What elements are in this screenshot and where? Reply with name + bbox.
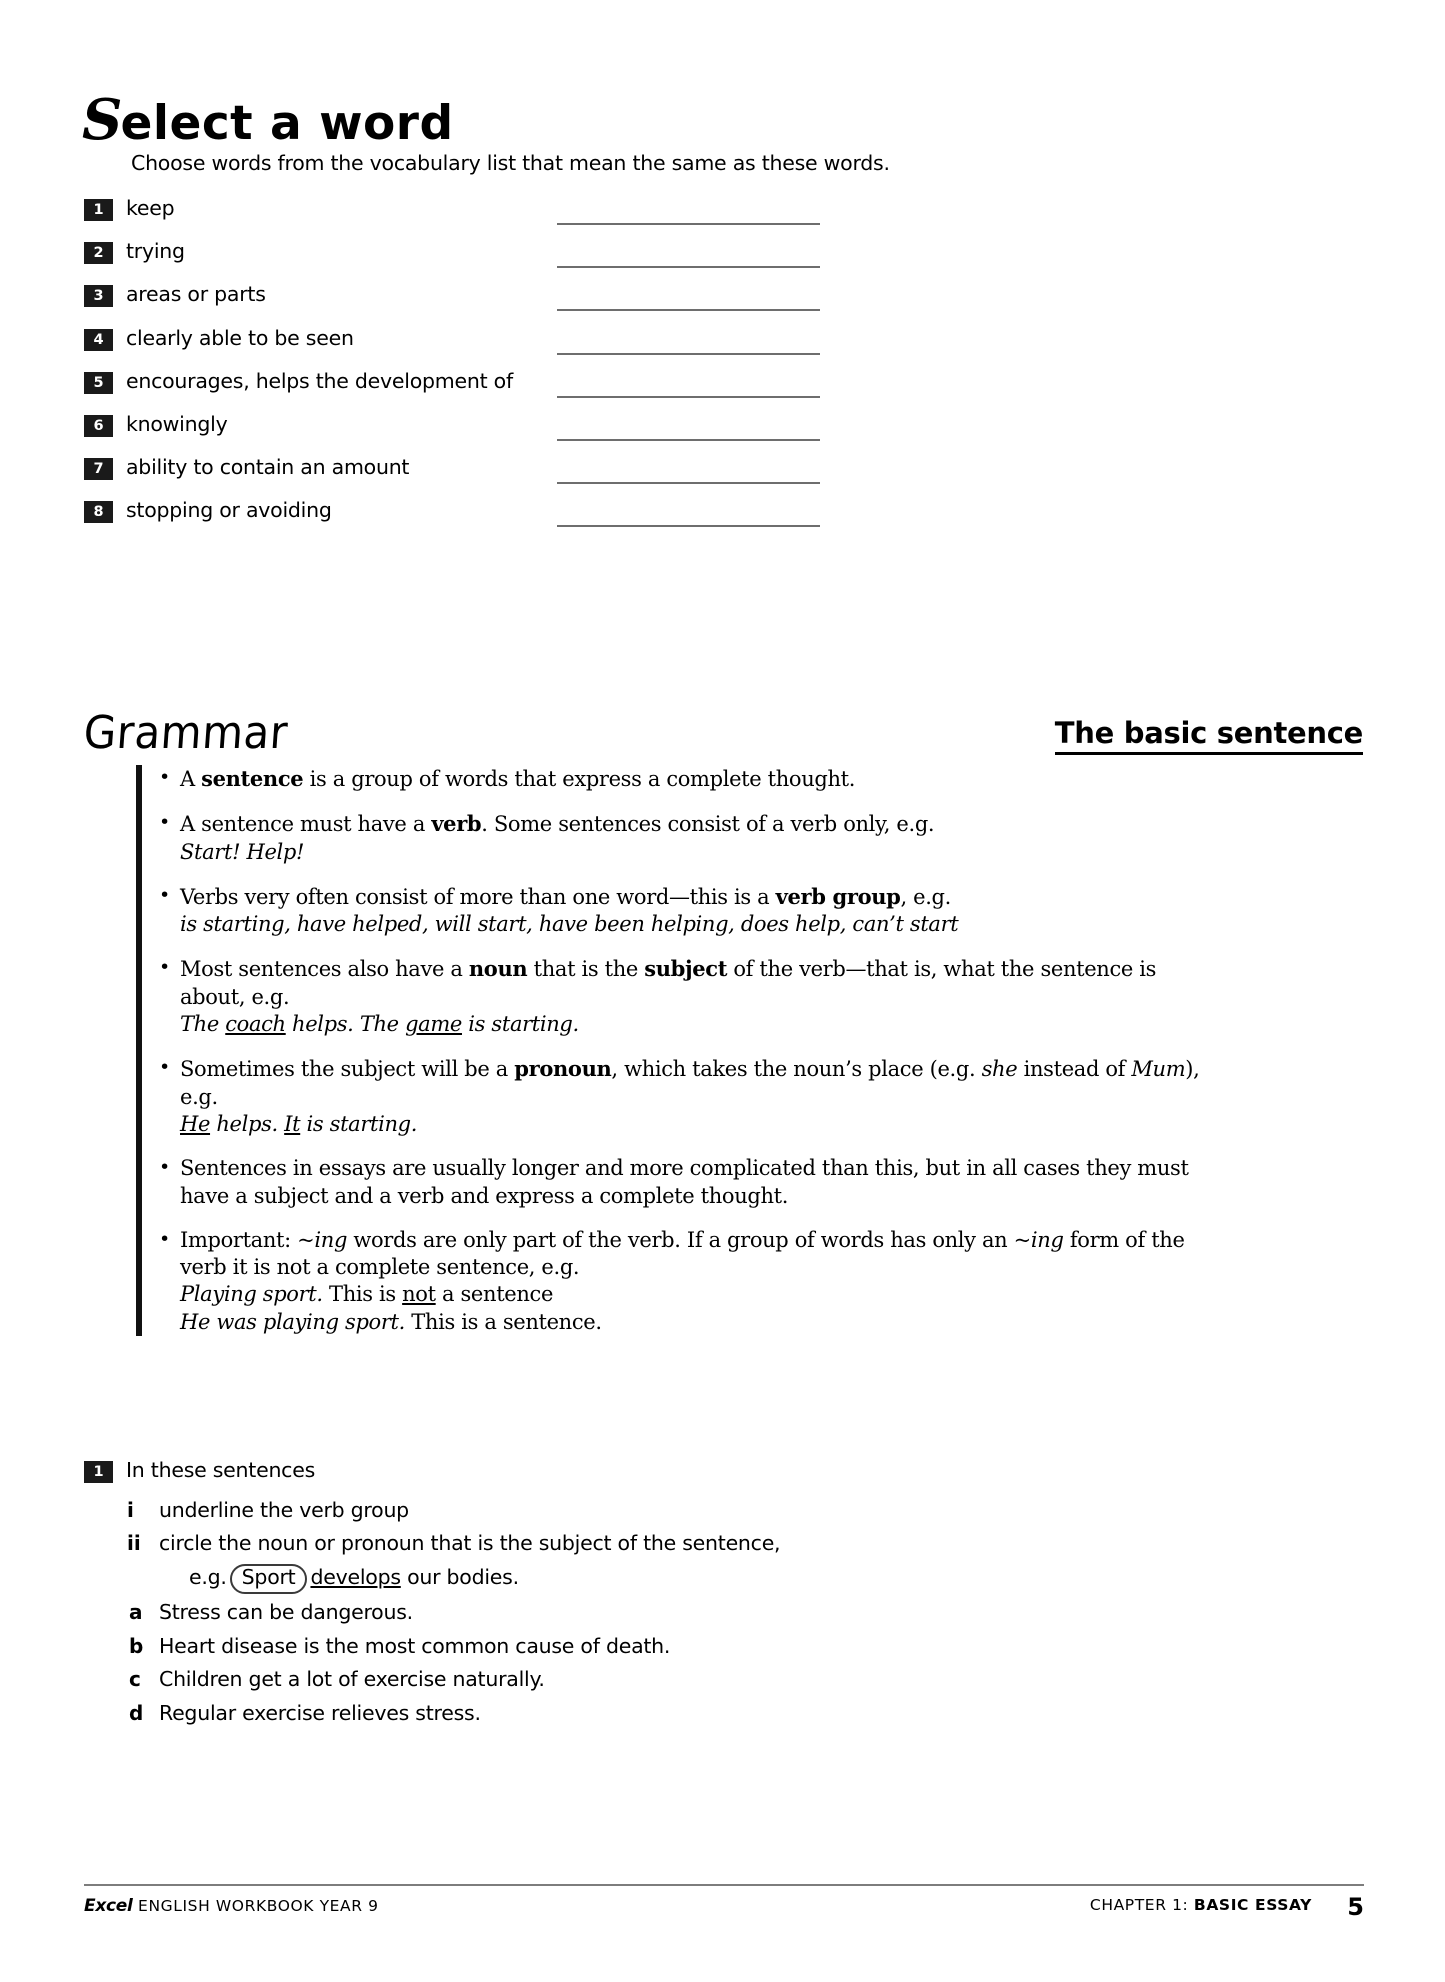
bullet-icon: • [159,811,170,834]
vocabulary-item [84,326,1364,369]
rule-ing-words: • Important: ~ing words are only part of the verb. If a group of words has only an ~ing form of the verb it is not a complete sentence, e.g. Playing sport. This is not a sentence He was playing sport. This is a sentence. [159,1227,1185,1334]
vocabulary-item [84,369,1364,412]
vocabulary-item [84,239,1364,282]
rule-sentence-definition: • A sentence is a group of words that express a complete thought. [159,766,856,791]
item-label: clearly able to be seen [126,325,354,350]
substep-text: underline the verb group [159,1498,409,1522]
item-label: areas or parts [126,282,266,307]
brand-name: Excel [84,1896,133,1916]
vocabulary-item [84,498,1364,541]
rule-noun-subject: • Most sentences also have a noun that is the subject of the verb—that is, what the sentence is about, e.g. The coach helps. The game is starting. [159,956,1157,1037]
chapter-label: CHAPTER 1: [1089,1896,1189,1914]
item-number-badge: 4 [84,329,113,351]
item-number-badge: 6 [84,415,113,437]
answer-blank[interactable] [557,353,820,355]
title-rest: elect a word [120,96,454,151]
page-title [82,87,454,153]
answer-blank[interactable] [557,396,820,398]
bullet-icon: • [159,883,170,906]
answer-blank[interactable] [557,309,820,311]
vocabulary-item [84,412,1364,455]
item-number-badge: 8 [84,501,113,523]
footer-right [1090,1896,1312,1914]
sentence-letter: b [129,1633,144,1658]
sentence-text: Stress can be dangerous. [159,1600,413,1624]
underlined-word[interactable]: develops [310,1565,401,1589]
example-prefix: e.g. [189,1565,227,1589]
sentence-text: Regular exercise relieves stress. [159,1700,481,1725]
grammar-heading: Grammar [82,706,290,759]
rule-pronoun: • Sometimes the subject will be a pronoun, which takes the noun’s place (e.g. she instead of Mum), e.g. He helps. It is starting. [159,1056,1200,1136]
item-label: trying [126,239,185,264]
footer-divider [84,1884,1364,1886]
answer-blank[interactable] [557,223,820,225]
bullet-icon: • [159,1156,170,1179]
answer-blank[interactable] [557,525,820,527]
item-label: stopping or avoiding [126,498,332,523]
vocabulary-list [84,196,1364,542]
instruction-text: Choose words from the vocabulary list that mean the same as these words. [131,151,890,175]
rule-must-have-verb: • A sentence must have a verb. Some sentences consist of a verb only, e.g. Start! Help! [159,811,935,864]
substep-marker: ii [127,1531,141,1555]
answer-blank[interactable] [557,482,820,484]
bullet-icon: • [159,956,170,979]
item-number-badge: 1 [84,199,113,221]
series-name: ENGLISH WORKBOOK YEAR 9 [138,1897,379,1915]
rule-verb-group: • Verbs very often consist of more than one word—this is a verb group, e.g. is starting, have helped, will start, have been helping, does help, can’t start [159,883,959,937]
item-label: ability to contain an amount [126,455,410,480]
rule-essay-sentences: • Sentences in essays are usually longer and more complicated than this, but in all cases they must have a subject and a verb and express a complete thought. [159,1156,1189,1208]
item-label: encourages, helps the development of [126,368,513,393]
vocabulary-item [84,282,1364,325]
exercise-prompt: In these sentences [126,1458,315,1482]
item-number-badge: 3 [84,285,113,307]
exercise-number-badge: 1 [84,1461,113,1483]
grammar-subheading: The basic sentence [1055,716,1363,755]
exercise-sentence[interactable] [84,1600,1364,1634]
vocabulary-item [84,196,1364,239]
item-number-badge: 2 [84,242,113,264]
vocabulary-item [84,455,1364,498]
exercise-header [84,1458,1364,1498]
sentence-letter: a [129,1600,143,1624]
exercise-substeps [84,1498,1364,1564]
item-label: keep [126,196,175,220]
exercise-sentence[interactable] [84,1634,1364,1668]
bullet-icon: • [159,766,170,788]
grammar-rules-list [136,765,1222,1336]
exercise-sentence[interactable] [84,1667,1364,1701]
bullet-icon: • [159,1227,170,1250]
exercise-substep [84,1498,1364,1531]
item-label: knowingly [126,411,228,436]
example-suffix: our bodies. [407,1565,519,1589]
exercise-block [84,1458,1364,1734]
exercise-example-row [84,1564,1364,1600]
sentence-text: Children get a lot of exercise naturally. [159,1667,545,1692]
item-number-badge: 7 [84,458,113,480]
exercise-substep [84,1531,1364,1564]
chapter-title: BASIC ESSAY [1193,1896,1312,1914]
footer-left [84,1896,379,1916]
answer-blank[interactable] [557,266,820,268]
item-number-badge: 5 [84,372,113,394]
page-number: 5 [1347,1893,1364,1921]
sentence-letter: d [129,1700,144,1725]
circled-word[interactable]: Sport [230,1564,308,1594]
sentence-text: Heart disease is the most common cause of death. [159,1633,671,1658]
page-footer [84,1893,1364,1926]
exercise-sentence[interactable] [84,1701,1364,1735]
exercise-sentence-list [84,1600,1364,1734]
substep-text: circle the noun or pronoun that is the subject of the sentence, [159,1531,781,1555]
bullet-icon: • [159,1056,170,1079]
answer-blank[interactable] [557,439,820,441]
substep-marker: i [127,1498,134,1522]
exercise-example [189,1564,519,1594]
sentence-letter: c [129,1667,141,1692]
title-dropcap: S [82,87,121,153]
